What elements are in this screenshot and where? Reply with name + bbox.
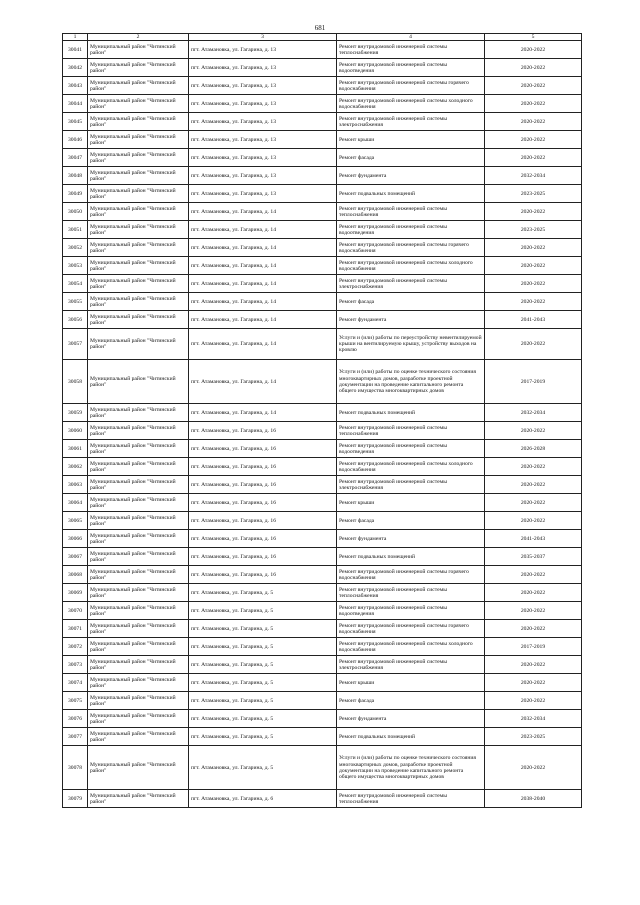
period-cell: 2020-2022 [485, 674, 582, 692]
row-number-cell: 30073 [63, 656, 88, 674]
district-cell: Муниципальный район "Читинский район" [88, 530, 189, 548]
address-cell: пгт. Атамановка, ул. Гагарина, д. 13 [189, 113, 337, 131]
column-header: 1 [63, 34, 88, 41]
work-type-cell: Ремонт фундамента [337, 710, 485, 728]
period-cell: 2041-2043 [485, 530, 582, 548]
district-cell: Муниципальный район "Читинский район" [88, 638, 189, 656]
work-type-cell: Ремонт фундамента [337, 311, 485, 329]
district-cell: Муниципальный район "Читинский район" [88, 113, 189, 131]
work-type-cell: Ремонт внутридомовой инженерной системы водоотведения [337, 602, 485, 620]
district-cell: Муниципальный район "Читинский район" [88, 311, 189, 329]
address-cell: пгт. Атамановка, ул. Гагарина, д. 14 [189, 360, 337, 404]
district-cell: Муниципальный район "Читинский район" [88, 476, 189, 494]
table-row [63, 674, 582, 692]
period-cell: 2038-2040 [485, 790, 582, 808]
table-row [63, 602, 582, 620]
table-row [63, 512, 582, 530]
address-cell: пгт. Атамановка, ул. Гагарина, д. 16 [189, 530, 337, 548]
row-number-cell: 30060 [63, 422, 88, 440]
row-number-cell: 30079 [63, 790, 88, 808]
period-cell: 2020-2022 [485, 113, 582, 131]
work-type-cell: Ремонт внутридомовой инженерной системы теплоснабжения [337, 203, 485, 221]
address-cell: пгт. Атамановка, ул. Гагарина, д. 5 [189, 638, 337, 656]
period-cell: 2020-2022 [485, 77, 582, 95]
work-type-cell: Ремонт крыши [337, 494, 485, 512]
row-number-cell: 30056 [63, 311, 88, 329]
table-row [63, 149, 582, 167]
address-cell: пгт. Атамановка, ул. Гагарина, д. 16 [189, 494, 337, 512]
district-cell: Муниципальный район "Читинский район" [88, 548, 189, 566]
address-cell: пгт. Атамановка, ул. Гагарина, д. 16 [189, 512, 337, 530]
address-cell: пгт. Атамановка, ул. Гагарина, д. 5 [189, 656, 337, 674]
table-row [63, 422, 582, 440]
work-type-cell: Ремонт внутридомовой инженерной системы теплоснабжения [337, 584, 485, 602]
address-cell: пгт. Атамановка, ул. Гагарина, д. 16 [189, 458, 337, 476]
period-cell: 2023-2025 [485, 221, 582, 239]
period-cell: 2020-2022 [485, 512, 582, 530]
row-number-cell: 30052 [63, 239, 88, 257]
work-type-cell: Ремонт фундамента [337, 167, 485, 185]
address-cell: пгт. Атамановка, ул. Гагарина, д. 13 [189, 41, 337, 59]
district-cell: Муниципальный район "Читинский район" [88, 692, 189, 710]
row-number-cell: 30045 [63, 113, 88, 131]
work-type-cell: Ремонт внутридомовой инженерной системы водоотведения [337, 59, 485, 77]
work-type-cell: Ремонт внутридомовой инженерной системы теплоснабжения [337, 790, 485, 808]
work-type-cell: Ремонт фасада [337, 512, 485, 530]
district-cell: Муниципальный район "Читинский район" [88, 149, 189, 167]
row-number-cell: 30054 [63, 275, 88, 293]
district-cell: Муниципальный район "Читинский район" [88, 656, 189, 674]
address-cell: пгт. Атамановка, ул. Гагарина, д. 13 [189, 167, 337, 185]
period-cell: 2023-2025 [485, 728, 582, 746]
work-type-cell: Ремонт внутридомовой инженерной системы электроснабжения [337, 275, 485, 293]
work-type-cell: Услуги и (или) работы по оценке технического состояния многоквартирных домов, разработке проектной документации на проведение капитального ремонта общего имущества многоквартирных домов [337, 746, 485, 790]
row-number-cell: 30058 [63, 360, 88, 404]
period-cell: 2032-2034 [485, 167, 582, 185]
table-row [63, 548, 582, 566]
work-type-cell: Ремонт внутридомовой инженерной системы электроснабжения [337, 113, 485, 131]
district-cell: Муниципальный район "Читинский район" [88, 404, 189, 422]
period-cell: 2032-2034 [485, 710, 582, 728]
column-header: 5 [485, 34, 582, 41]
period-cell: 2020-2022 [485, 95, 582, 113]
district-cell: Муниципальный район "Читинский район" [88, 360, 189, 404]
address-cell: пгт. Атамановка, ул. Гагарина, д. 13 [189, 131, 337, 149]
period-cell: 2020-2022 [485, 746, 582, 790]
work-type-cell: Ремонт внутридомовой инженерной системы горячего водоснабжения [337, 77, 485, 95]
table-row [63, 566, 582, 584]
work-type-cell: Ремонт внутридомовой инженерной системы водоотведения [337, 221, 485, 239]
row-number-cell: 30042 [63, 59, 88, 77]
table-row [63, 620, 582, 638]
table-row [63, 656, 582, 674]
district-cell: Муниципальный район "Читинский район" [88, 203, 189, 221]
address-cell: пгт. Атамановка, ул. Гагарина, д. 16 [189, 548, 337, 566]
work-type-cell: Ремонт внутридомовой инженерной системы электроснабжения [337, 656, 485, 674]
address-cell: пгт. Атамановка, ул. Гагарина, д. 16 [189, 440, 337, 458]
table-row [63, 167, 582, 185]
row-number-cell: 30065 [63, 512, 88, 530]
work-type-cell: Ремонт внутридомовой инженерной системы водоотведения [337, 440, 485, 458]
table-row [63, 95, 582, 113]
period-cell: 2020-2022 [485, 602, 582, 620]
table-row [63, 404, 582, 422]
capital-repair-table [62, 33, 582, 808]
period-cell: 2020-2022 [485, 656, 582, 674]
table-row [63, 494, 582, 512]
row-number-cell: 30075 [63, 692, 88, 710]
row-number-cell: 30070 [63, 602, 88, 620]
table-row [63, 41, 582, 59]
row-number-cell: 30071 [63, 620, 88, 638]
district-cell: Муниципальный район "Читинский район" [88, 221, 189, 239]
table-row [63, 692, 582, 710]
column-header: 3 [189, 34, 337, 41]
work-type-cell: Ремонт подвальных помещений [337, 728, 485, 746]
period-cell: 2035-2037 [485, 548, 582, 566]
district-cell: Муниципальный район "Читинский район" [88, 674, 189, 692]
column-header: 2 [88, 34, 189, 41]
work-type-cell: Ремонт фасада [337, 692, 485, 710]
period-cell: 2020-2022 [485, 41, 582, 59]
address-cell: пгт. Атамановка, ул. Гагарина, д. 5 [189, 584, 337, 602]
row-number-cell: 30074 [63, 674, 88, 692]
row-number-cell: 30041 [63, 41, 88, 59]
table-row [63, 746, 582, 790]
table-row [63, 476, 582, 494]
row-number-cell: 30044 [63, 95, 88, 113]
address-cell: пгт. Атамановка, ул. Гагарина, д. 6 [189, 790, 337, 808]
period-cell: 2020-2022 [485, 692, 582, 710]
district-cell: Муниципальный район "Читинский район" [88, 131, 189, 149]
address-cell: пгт. Атамановка, ул. Гагарина, д. 13 [189, 149, 337, 167]
work-type-cell: Ремонт внутридомовой инженерной системы холодного водоснабжения [337, 458, 485, 476]
row-number-cell: 30048 [63, 167, 88, 185]
table-row [63, 257, 582, 275]
address-cell: пгт. Атамановка, ул. Гагарина, д. 13 [189, 77, 337, 95]
page-number: 681 [314, 24, 326, 32]
work-type-cell: Ремонт внутридомовой инженерной системы холодного водоснабжения [337, 95, 485, 113]
district-cell: Муниципальный район "Читинский район" [88, 458, 189, 476]
table-row [63, 185, 582, 203]
period-cell: 2026-2028 [485, 440, 582, 458]
row-number-cell: 30057 [63, 329, 88, 360]
row-number-cell: 30061 [63, 440, 88, 458]
work-type-cell: Ремонт внутридомовой инженерной системы теплоснабжения [337, 422, 485, 440]
address-cell: пгт. Атамановка, ул. Гагарина, д. 14 [189, 275, 337, 293]
period-cell: 2041-2043 [485, 311, 582, 329]
address-cell: пгт. Атамановка, ул. Гагарина, д. 14 [189, 293, 337, 311]
work-type-cell: Ремонт подвальных помещений [337, 185, 485, 203]
work-type-cell: Услуги и (или) работы по переустройству невентилируемой крыши на вентилируемую крышу, устройству выходов на кровлю [337, 329, 485, 360]
district-cell: Муниципальный район "Читинский район" [88, 329, 189, 360]
table-row [63, 530, 582, 548]
district-cell: Муниципальный район "Читинский район" [88, 494, 189, 512]
district-cell: Муниципальный район "Читинский район" [88, 59, 189, 77]
table-row [63, 113, 582, 131]
row-number-cell: 30055 [63, 293, 88, 311]
work-type-cell: Ремонт внутридомовой инженерной системы горячего водоснабжения [337, 566, 485, 584]
table-row [63, 131, 582, 149]
table-row [63, 440, 582, 458]
table-row [63, 584, 582, 602]
district-cell: Муниципальный район "Читинский район" [88, 710, 189, 728]
address-cell: пгт. Атамановка, ул. Гагарина, д. 5 [189, 710, 337, 728]
district-cell: Муниципальный район "Читинский район" [88, 620, 189, 638]
address-cell: пгт. Атамановка, ул. Гагарина, д. 16 [189, 566, 337, 584]
work-type-cell: Ремонт внутридомовой инженерной системы электроснабжения [337, 476, 485, 494]
row-number-cell: 30046 [63, 131, 88, 149]
address-cell: пгт. Атамановка, ул. Гагарина, д. 13 [189, 95, 337, 113]
district-cell: Муниципальный район "Читинский район" [88, 95, 189, 113]
district-cell: Муниципальный район "Читинский район" [88, 167, 189, 185]
address-cell: пгт. Атамановка, ул. Гагарина, д. 14 [189, 239, 337, 257]
address-cell: пгт. Атамановка, ул. Гагарина, д. 5 [189, 746, 337, 790]
address-cell: пгт. Атамановка, ул. Гагарина, д. 13 [189, 59, 337, 77]
row-number-cell: 30064 [63, 494, 88, 512]
district-cell: Муниципальный район "Читинский район" [88, 239, 189, 257]
work-type-cell: Ремонт крыши [337, 674, 485, 692]
period-cell: 2020-2022 [485, 293, 582, 311]
row-number-cell: 30043 [63, 77, 88, 95]
work-type-cell: Ремонт внутридомовой инженерной системы холодного водоснабжения [337, 257, 485, 275]
row-number-cell: 30068 [63, 566, 88, 584]
table-row [63, 638, 582, 656]
period-cell: 2020-2022 [485, 584, 582, 602]
work-type-cell: Ремонт фундамента [337, 530, 485, 548]
work-type-cell: Ремонт фасада [337, 293, 485, 311]
period-cell: 2020-2022 [485, 458, 582, 476]
row-number-cell: 30076 [63, 710, 88, 728]
row-number-cell: 30051 [63, 221, 88, 239]
period-cell: 2020-2022 [485, 131, 582, 149]
table-row [63, 710, 582, 728]
address-cell: пгт. Атамановка, ул. Гагарина, д. 16 [189, 476, 337, 494]
district-cell: Муниципальный район "Читинский район" [88, 584, 189, 602]
work-type-cell: Ремонт внутридомовой инженерной системы холодного водоснабжения [337, 638, 485, 656]
table-row [63, 221, 582, 239]
period-cell: 2020-2022 [485, 566, 582, 584]
work-type-cell: Услуги и (или) работы по оценке технического состояния многоквартирных домов, разработке проектной документации на проведение капитального ремонта общего имущества многоквартирных домов [337, 360, 485, 404]
address-cell: пгт. Атамановка, ул. Гагарина, д. 16 [189, 422, 337, 440]
address-cell: пгт. Атамановка, ул. Гагарина, д. 5 [189, 692, 337, 710]
row-number-cell: 30069 [63, 584, 88, 602]
row-number-cell: 30077 [63, 728, 88, 746]
district-cell: Муниципальный район "Читинский район" [88, 275, 189, 293]
period-cell: 2017-2019 [485, 360, 582, 404]
address-cell: пгт. Атамановка, ул. Гагарина, д. 5 [189, 674, 337, 692]
period-cell: 2020-2022 [485, 494, 582, 512]
district-cell: Муниципальный район "Читинский район" [88, 440, 189, 458]
table-row [63, 203, 582, 221]
district-cell: Муниципальный район "Читинский район" [88, 77, 189, 95]
row-number-cell: 30072 [63, 638, 88, 656]
work-type-cell: Ремонт внутридомовой инженерной системы теплоснабжения [337, 41, 485, 59]
address-cell: пгт. Атамановка, ул. Гагарина, д. 14 [189, 311, 337, 329]
period-cell: 2023-2025 [485, 185, 582, 203]
table-row [63, 77, 582, 95]
column-number-row [63, 34, 582, 41]
district-cell: Муниципальный район "Читинский район" [88, 41, 189, 59]
work-type-cell: Ремонт подвальных помещений [337, 404, 485, 422]
row-number-cell: 30049 [63, 185, 88, 203]
table-row [63, 59, 582, 77]
district-cell: Муниципальный район "Читинский район" [88, 602, 189, 620]
row-number-cell: 30063 [63, 476, 88, 494]
period-cell: 2020-2022 [485, 149, 582, 167]
district-cell: Муниципальный район "Читинский район" [88, 566, 189, 584]
address-cell: пгт. Атамановка, ул. Гагарина, д. 13 [189, 185, 337, 203]
table-row [63, 728, 582, 746]
address-cell: пгт. Атамановка, ул. Гагарина, д. 14 [189, 329, 337, 360]
period-cell: 2017-2019 [485, 638, 582, 656]
table-row [63, 311, 582, 329]
row-number-cell: 30078 [63, 746, 88, 790]
table-body [63, 41, 582, 808]
row-number-cell: 30062 [63, 458, 88, 476]
work-type-cell: Ремонт внутридомовой инженерной системы горячего водоснабжения [337, 620, 485, 638]
district-cell: Муниципальный район "Читинский район" [88, 422, 189, 440]
period-cell: 2020-2022 [485, 422, 582, 440]
address-cell: пгт. Атамановка, ул. Гагарина, д. 14 [189, 257, 337, 275]
address-cell: пгт. Атамановка, ул. Гагарина, д. 5 [189, 728, 337, 746]
address-cell: пгт. Атамановка, ул. Гагарина, д. 14 [189, 404, 337, 422]
work-type-cell: Ремонт подвальных помещений [337, 548, 485, 566]
period-cell: 2032-2034 [485, 404, 582, 422]
work-type-cell: Ремонт внутридомовой инженерной системы горячего водоснабжения [337, 239, 485, 257]
district-cell: Муниципальный район "Читинский район" [88, 512, 189, 530]
district-cell: Муниципальный район "Читинский район" [88, 257, 189, 275]
period-cell: 2020-2022 [485, 476, 582, 494]
address-cell: пгт. Атамановка, ул. Гагарина, д. 5 [189, 602, 337, 620]
row-number-cell: 30067 [63, 548, 88, 566]
column-header: 4 [337, 34, 485, 41]
work-type-cell: Ремонт фасада [337, 149, 485, 167]
row-number-cell: 30053 [63, 257, 88, 275]
row-number-cell: 30047 [63, 149, 88, 167]
table-row [63, 275, 582, 293]
district-cell: Муниципальный район "Читинский район" [88, 185, 189, 203]
row-number-cell: 30059 [63, 404, 88, 422]
period-cell: 2020-2022 [485, 329, 582, 360]
work-type-cell: Ремонт крыши [337, 131, 485, 149]
row-number-cell: 30066 [63, 530, 88, 548]
district-cell: Муниципальный район "Читинский район" [88, 293, 189, 311]
table-row [63, 329, 582, 360]
period-cell: 2020-2022 [485, 257, 582, 275]
district-cell: Муниципальный район "Читинский район" [88, 790, 189, 808]
period-cell: 2020-2022 [485, 59, 582, 77]
table-row [63, 293, 582, 311]
row-number-cell: 30050 [63, 203, 88, 221]
address-cell: пгт. Атамановка, ул. Гагарина, д. 14 [189, 203, 337, 221]
period-cell: 2020-2022 [485, 275, 582, 293]
address-cell: пгт. Атамановка, ул. Гагарина, д. 14 [189, 221, 337, 239]
table-row [63, 360, 582, 404]
address-cell: пгт. Атамановка, ул. Гагарина, д. 5 [189, 620, 337, 638]
period-cell: 2020-2022 [485, 203, 582, 221]
period-cell: 2020-2022 [485, 239, 582, 257]
table-row [63, 239, 582, 257]
table-row [63, 790, 582, 808]
district-cell: Муниципальный район "Читинский район" [88, 728, 189, 746]
table-row [63, 458, 582, 476]
period-cell: 2020-2022 [485, 620, 582, 638]
district-cell: Муниципальный район "Читинский район" [88, 746, 189, 790]
